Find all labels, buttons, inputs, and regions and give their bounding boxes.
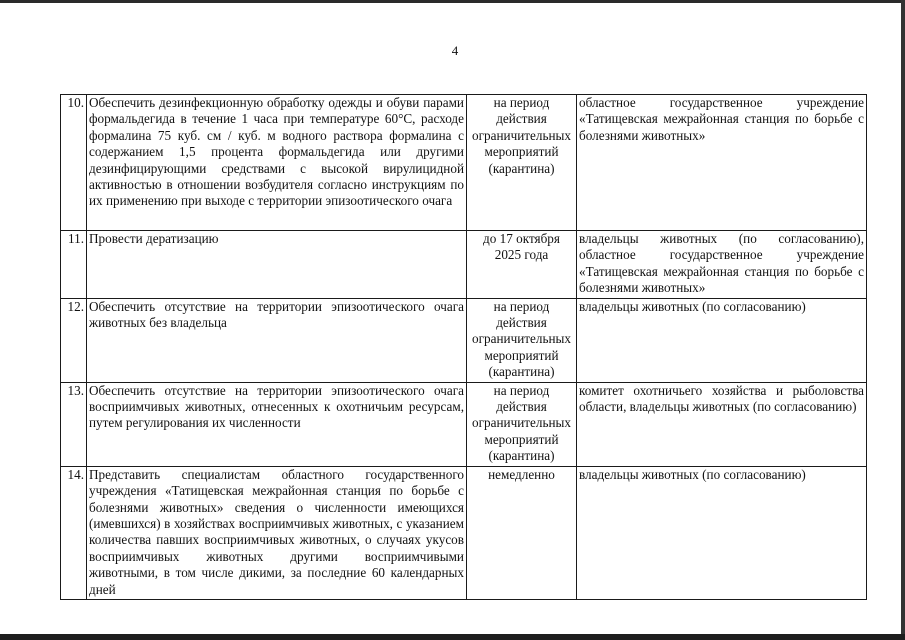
responsible-text: областное государственное учреждение «Татищевская межрайонная станция по борьбе с болезнями животных» <box>577 95 867 231</box>
responsible-text: владельцы животных (по согласованию), областное государственное учреждение «Татищевская межрайонная станция по борьбе с болезнями животных» <box>577 231 867 299</box>
table-row <box>61 231 867 299</box>
scan-top-edge <box>0 0 905 3</box>
scan-right-edge <box>901 0 905 640</box>
row-number: 13. <box>61 382 87 466</box>
row-number: 11. <box>61 231 87 299</box>
row-number: 12. <box>61 298 87 382</box>
measures-table <box>60 94 867 600</box>
measure-text: Представить специалистам областного государственного учреждения «Татищевская межрайонная станция по борьбе с болезнями животных» сведения о численности имеющихся (имевшихся) в хозяйствах восприимчивых животных, с указанием количества павших восприимчивых животных, о случаях укусов восприимчивых животных другими восприимчивыми животными, в том числе дикими, за последние 60 календарных дней <box>87 466 467 599</box>
scan-bottom-edge <box>0 634 905 640</box>
page-number: 4 <box>451 43 459 58</box>
responsible-text: комитет охотничьего хозяйства и рыболовства области, владельцы животных (по согласованию) <box>577 382 867 466</box>
measure-text: Провести дератизацию <box>87 231 467 299</box>
measure-text: Обеспечить отсутствие на территории эпизоотического очага восприимчивых животных, отнесенных к охотничьим ресурсам, путем регулирования их численности <box>87 382 467 466</box>
table-row <box>61 466 867 599</box>
deadline-text: на период действия ограничительных мероприятий (карантина) <box>467 95 577 231</box>
deadline-text: на период действия ограничительных мероприятий (карантина) <box>467 298 577 382</box>
row-number: 14. <box>61 466 87 599</box>
responsible-text: владельцы животных (по согласованию) <box>577 466 867 599</box>
deadline-text: немедленно <box>467 466 577 599</box>
row-number: 10. <box>61 95 87 231</box>
table-row <box>61 382 867 466</box>
deadline-text: на период действия ограничительных мероприятий (карантина) <box>467 382 577 466</box>
table-row <box>61 95 867 231</box>
measure-text: Обеспечить дезинфекционную обработку одежды и обуви парами формальдегида в течение 1 часа при температуре 60°C, расходе формалина 75 куб. см / куб. м водного раствора формалина с содержанием 1,5 процента формальдегида или другими дезинфицирующими средствами с высокой вирулицидной активностью в отношении возбудителя согласно инструкциям по их применению при выходе с территории эпизоотического очага <box>87 95 467 231</box>
measure-text: Обеспечить отсутствие на территории эпизоотического очага животных без владельца <box>87 298 467 382</box>
deadline-text: до 17 октября 2025 года <box>467 231 577 299</box>
table-row <box>61 298 867 382</box>
responsible-text: владельцы животных (по согласованию) <box>577 298 867 382</box>
